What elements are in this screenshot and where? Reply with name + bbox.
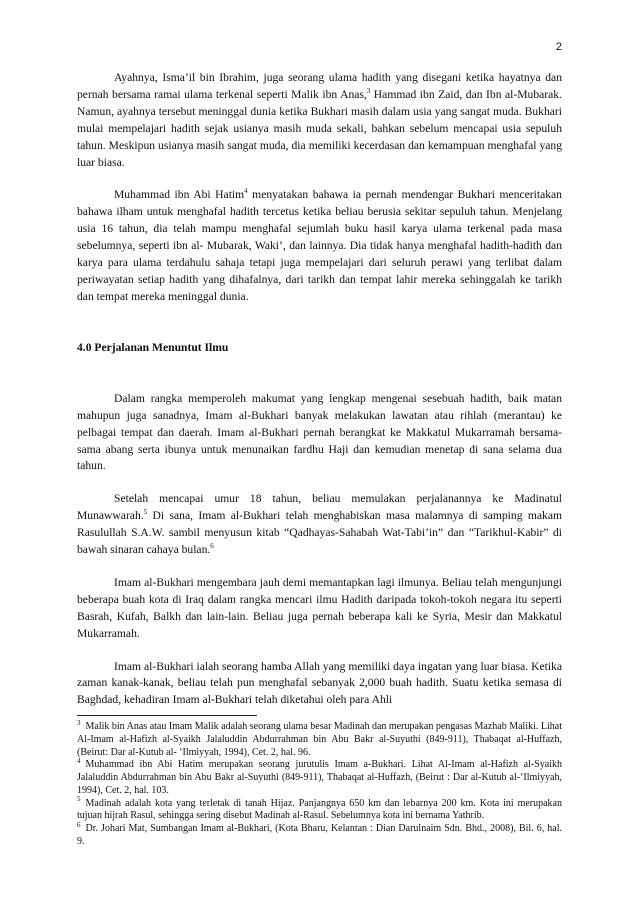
body-paragraph xyxy=(77,659,562,710)
footnote-ref[interactable]: 4 xyxy=(244,187,248,196)
paragraph-text: menyatakan bahawa ia pernah mendengar Bukhari menceritakan bahawa ilham untuk menghafal hadith tercetus ketika beliau berusia sekitar sepuluh tahun. Menjelang usia 16 tahun, dia telah mampu menghafal sejumlah buku hasil karya ulama terkenal pada masa sebelumnya, seperti ibn al- Mubarak, Waki’, dan lainnya. Dia tidak hanya menghafal hadith-hadith dan karya para ulama terdahulu sahaja tetapi juga mempelajari dari seluruh perawi yang terlibat dalam periwayatan setiap hadith yang dihafalnya, dari tarikh dan tempat lahir mereka sehinggalah ke tarikh dan tempat mereka meninggal dunia. xyxy=(77,188,562,303)
body-paragraph xyxy=(77,187,562,305)
paragraph-text: Imam al-Bukhari mengembara jauh demi memantapkan lagi ilmunya. Beliau telah mengunjungi beberapa buah kota di Iraq dalam rangka mencari ilmu Hadith daripada tokoh-tokoh negara itu seperti Basrah, Kufah, Balkh dan lain-lain. Beliau juga pernah beberapa kali ke Syria, Mesir dan Makkatul Mukarramah. xyxy=(77,575,562,640)
paragraph-text: Muhammad ibn Abi Hatim xyxy=(114,188,245,202)
paragraph-text: Dalam rangka memperoleh makumat yang lengkap mengenai sesebuah hadith, baik matan mahupun juga sanadnya, Imam al-Bukhari banyak melakukan lawatan atau rihlah (merantau) ke pelbagai tempat dan daerah. Imam al-Bukhari pernah berangkat ke Makkatul Mukarramah bersama-sama abang serta ibunya untuk menunaikan fardhu Haji dan kemudian menetap di sana selama dua tahun. xyxy=(77,391,562,473)
paragraph-text: Di sana, Imam al-Bukhari telah menghabiskan masa malamnya di samping makam Rasulullah S.A.W. sambil menyusun kitab “Qadhayas-Sahabah Wat-Tabi’in” dan “Tarikhul-Kabir” di bawah sinaran cahaya bulan. xyxy=(77,509,562,557)
footnote-text: Malik bin Anas atau Imam Malik adalah seorang ulama besar Madinah dan merupakan pengasas Mazhab Maliki. Lihat Al-Imam al-Hafizh al-Syaikh Jalaluddin Abdurrahman bin Abu Bakr al-Suyuthi (849-911), Thabaqat al-Huffazh, (Beirut: Dar al-Kutub al- ‘Ilmiyyah, 1994), Cet. 2, hal. 96. xyxy=(77,721,562,758)
footnote-number: 4 xyxy=(77,757,81,766)
footnote-number: 3 xyxy=(77,718,81,727)
footnote-ref[interactable]: 6 xyxy=(210,542,214,551)
body-paragraph xyxy=(77,575,562,643)
footnote-separator xyxy=(77,715,257,716)
body-paragraph xyxy=(77,70,562,171)
body-paragraph xyxy=(77,491,562,559)
body-paragraph xyxy=(77,391,562,476)
footnote-text: Madinah adalah kota yang terletak di tanah Hijaz. Panjangnya 650 km dan lebarnya 200 km. Kota ini merupakan tujuan hijrah Rasul, sehingga sering disebut Madinah al-Rasul. Sebelumnya kota ini bernama Yathrib. xyxy=(77,797,562,822)
footnote-number: 5 xyxy=(77,795,81,804)
paragraph-text: Hammad ibn Zaid, dan Ibn al-Mubarak. Namun, ayahnya tersebut meninggal dunia ketika Bukhari masih dalam usia yang sangat muda. Bukhari mulai mempelajari hadith sejak usianya masih muda sekali, bahkan sebelum mencapai usia sepuluh tahun. Meskipun usianya masih sangat muda, dia memiliki kecerdasan dan kemampuan menghafal yang luar biasa. xyxy=(77,87,562,169)
paragraph-text: Ayahnya, Isma’il bin Ibrahim, juga seorang ulama hadith yang disegani ketika hayatnya dan pernah bersama ramai ulama terkenal seperti Malik ibn Anas, xyxy=(77,71,562,101)
section-heading: 4.0 Perjalanan Menuntut Ilmu xyxy=(77,340,229,354)
footnote-number: 6 xyxy=(77,820,81,829)
footnote xyxy=(77,718,562,759)
footnote xyxy=(77,759,562,797)
paragraph-text: Setelah mencapai umur 18 tahun, beliau memulakan perjalanannya ke Madinatul Munawwarah. xyxy=(77,492,562,523)
page-number: 2 xyxy=(555,41,562,53)
footnote-ref[interactable]: 5 xyxy=(143,508,148,517)
footnote-text: Dr. Johari Mat, Sumbangan Imam al-Bukhari, (Kota Bharu, Kelantan : Dian Darulnaim Sdn. Bhd., 2008), Bil. 6, hal. 9. xyxy=(77,822,562,847)
footnote xyxy=(77,795,562,823)
paragraph-text: Imam al-Bukhari ialah seorang hamba Allah yang memiliki daya ingatan yang luar biasa. Ketika zaman kanak-kanak, beliau telah pun menghafal sebanyak 2,000 buah hadith. Suatu ketika semasa di Baghdad, kehadiran Imam al-Bukhari telah diketahui oleh para Ahli xyxy=(77,659,562,707)
footnote-text: Muhammad ibn Abi Hatim merupakan seorang jurutulis Imam a-Bukhari. Lihat Al-Imam al-Hafizh al-Syaikh Jalaluddin Abdurrahman bin Abu Bakr al-Suyuthi (849-911), Thabaqat al-Huffazh, (Beirut : Dar al-Kutub al-‘Ilmiyyah, 1994), Cet. 2, hal. 103. xyxy=(77,759,562,796)
footnote-ref[interactable]: 3 xyxy=(366,87,371,96)
footnote xyxy=(77,820,562,848)
